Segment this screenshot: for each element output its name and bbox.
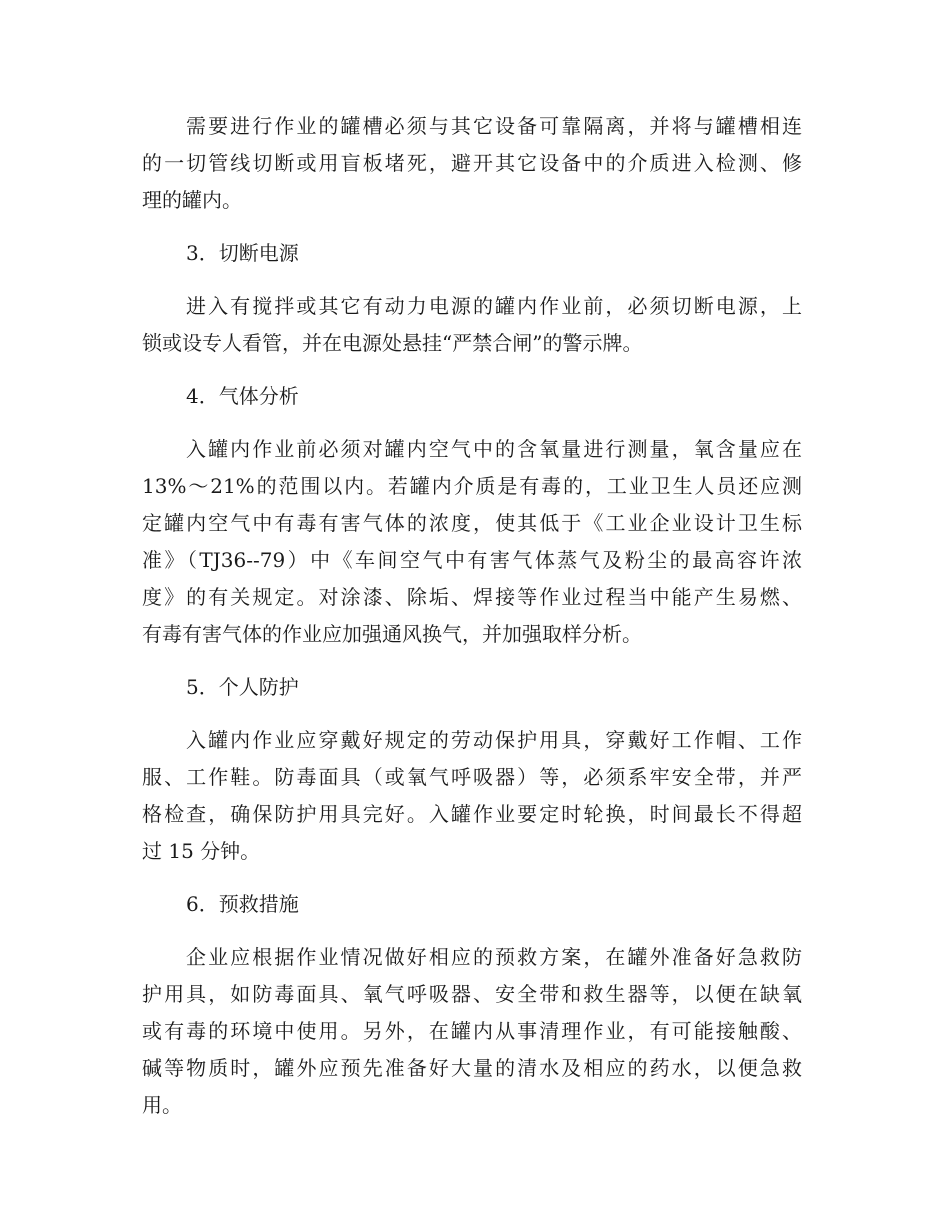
section-heading: 4．气体分析 — [186, 384, 299, 408]
paragraph-line: 度》的有关规定。对涂漆、除垢、焊接等作业过程当中能产生易燃、 — [142, 585, 802, 609]
paragraph-line: 用。 — [142, 1093, 182, 1117]
paragraph-line: 过 15 分钟。 — [142, 839, 261, 863]
paragraph-line: 定罐内空气中有毒有害气体的浓度，使其低于《工业企业设计卫生标 — [142, 511, 802, 535]
section-heading: 3．切断电源 — [186, 241, 299, 265]
paragraph-line: 锁或设专人看管，并在电源处悬挂“严禁合闸”的警示牌。 — [142, 331, 643, 355]
paragraph-line: 企业应根据作业情况做好相应的预救方案，在罐外准备好急救防 — [186, 945, 802, 969]
paragraph-line: 入罐内作业应穿戴好规定的劳动保护用具，穿戴好工作帽、工作 — [186, 728, 802, 752]
paragraph-line: 进入有搅拌或其它有动力电源的罐内作业前，必须切断电源，上 — [186, 294, 802, 318]
paragraph-line: 有毒有害气体的作业应加强通风换气，并加强取样分析。 — [142, 622, 642, 646]
paragraph-line: 需要进行作业的罐槽必须与其它设备可靠隔离，并将与罐槽相连 — [186, 114, 802, 138]
paragraph-line: 入罐内作业前必须对罐内空气中的含氧量进行测量，氧含量应在 — [186, 437, 802, 461]
section-heading: 5．个人防护 — [186, 675, 299, 699]
paragraph-line: 护用具，如防毒面具、氧气呼吸器、安全带和救生器等，以便在缺氧 — [142, 982, 802, 1006]
paragraph-line: 的一切管线切断或用盲板堵死，避开其它设备中的介质进入检测、修 — [142, 151, 802, 175]
paragraph-line: 碱等物质时，罐外应预先准备好大量的清水及相应的药水，以便急救 — [142, 1056, 802, 1080]
paragraph-line: 格检查，确保防护用具完好。入罐作业要定时轮换，时间最长不得超 — [142, 802, 802, 826]
paragraph-line: 服、工作鞋。防毒面具（或氧气呼吸器）等，必须系牢安全带，并严 — [142, 765, 802, 789]
paragraph-line: 13%～21%的范围以内。若罐内介质是有毒的，工业卫生人员还应测 — [142, 474, 802, 498]
section-heading: 6．预救措施 — [186, 892, 299, 916]
paragraph-line: 准》（TJ36--79）中《车间空气中有害气体蒸气及粉尘的最高容许浓 — [142, 548, 802, 572]
paragraph-line: 或有毒的环境中使用。另外，在罐内从事清理作业，有可能接触酸、 — [142, 1019, 802, 1043]
paragraph-line: 理的罐内。 — [142, 188, 242, 212]
